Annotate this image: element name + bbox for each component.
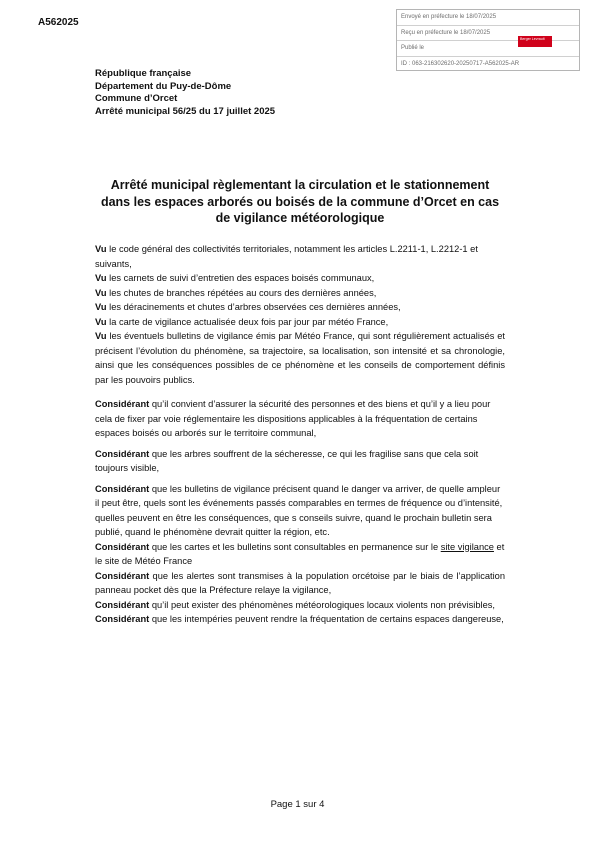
site-vigilance-link[interactable]: site vigilance [440, 541, 494, 552]
stamp-sent-line: Envoyé en préfecture le 18/07/2025 [397, 10, 579, 26]
considerant-text: que les intempéries peuvent rendre la fréquentation de certains espaces dangereuse, [149, 614, 504, 624]
considerant-item [95, 397, 505, 441]
header-department: Département du Puy-de-Dôme [95, 80, 232, 92]
vu-keyword: Vu [95, 331, 107, 341]
considerant-item [95, 569, 505, 598]
considerant-item [95, 447, 505, 476]
header-decree-number: Arrêté municipal 56/25 du 17 juillet 2025 [95, 105, 276, 117]
vu-item [95, 329, 505, 387]
vu-keyword: Vu [95, 273, 107, 283]
document-title: Arrêté municipal règlementant la circulation et le stationnement dans les espaces arborés ou boisés de la commune d’Orcet en cas de vigilance météorologique [100, 178, 500, 225]
vu-item [95, 315, 505, 330]
vu-item [95, 300, 505, 315]
vu-keyword: Vu [95, 302, 107, 312]
header-commune: Commune d’Orcet [95, 93, 178, 104]
considerant-keyword: Considérant [95, 399, 150, 409]
considerant-keyword: Considérant [95, 599, 150, 610]
considerant-item [95, 482, 505, 540]
considerant-text: et le site de Météo France [95, 541, 505, 566]
considerant-text: que les bulletins de vigilance précisent quand le danger va arriver, de quelle ampleur il peut être, quels sont les événements passés comparables en termes de fréquence ou d’intensité, quelles peuvent en être les conséquences, que s conseils suivre, quand le prochain bulletin sera publié, quand le phénomène devrait quitter la région, etc. [95, 483, 503, 537]
considerant-text: que les arbres souffrent de la sécheresse, ce qui les fragilise sans que cela soit toujours visible, [95, 448, 479, 473]
considerant-keyword: Considérant [95, 483, 150, 494]
vu-section [95, 242, 505, 387]
vu-text: les chutes de branches répétées au cours des dernières années, [106, 287, 377, 298]
stamp-received-line: Reçu en préfecture le 18/07/2025 [397, 26, 579, 42]
document-reference: A562025 [38, 17, 79, 28]
vu-text: le code général des collectivités territoriales, notamment les articles L.2211-1, L.2212-1 et suivants, [95, 244, 478, 269]
vu-keyword: Vu [95, 316, 107, 327]
document-header [95, 68, 275, 118]
stamp-logo: Berger Levrault [518, 36, 552, 47]
vu-keyword: Vu [95, 287, 107, 298]
vu-keyword: Vu [95, 244, 107, 254]
vu-text: les carnets de suivi d’entretien des espaces boisés communaux, [106, 273, 375, 283]
vu-text: les déracinements et chutes d’arbres observées ces dernières années, [106, 302, 401, 312]
considerant-keyword: Considérant [95, 614, 150, 624]
considerant-text: que les alertes sont transmises à la population orcétoise par le biais de l’application panneau pocket dès que la Préfecture relaye la vigilance, [95, 570, 505, 595]
vu-text: la carte de vigilance actualisée deux fois par jour par météo France, [106, 316, 389, 327]
considerant-item [95, 612, 505, 627]
vu-item [95, 271, 505, 286]
considerant-text: qu’il convient d’assurer la sécurité des personnes et des biens et qu’il y a lieu pour cela de fixer par voie réglementaire les dispositions applicables à la fréquentation de certains espaces boisés ou arborés sur le territoire communal, [95, 399, 491, 438]
considerant-text: qu’il peut exister des phénomènes météorologiques locaux violents non prévisibles, [149, 599, 495, 610]
page-number: Page 1 sur 4 [270, 799, 325, 810]
vu-item [95, 286, 505, 301]
stamp-id-line: ID : 063-216302620-20250717-A562025-AR [401, 60, 520, 67]
considerant-item [95, 540, 505, 569]
document-body [95, 242, 505, 627]
header-republic: République française [95, 68, 192, 79]
considerant-keyword: Considérant [95, 570, 150, 581]
considerant-item [95, 598, 505, 613]
vu-item [95, 242, 505, 271]
considerant-keyword: Considérant [95, 448, 150, 459]
considerant-keyword: Considérant [95, 541, 150, 552]
considerant-text: que les cartes et les bulletins sont consultables en permanence sur le [149, 541, 441, 552]
vu-text: les éventuels bulletins de vigilance émis par Météo France, qui sont régulièrement actualisés et précisent l’évolution du phénomène, sa trajectoire, sa localisation, son intensité et sa chronologie, ainsi que les conséquences possibles de ce phénomène et les conseils de comportement définis par les pouvoirs publics. [95, 331, 505, 385]
stamp-published-line: Publié le [397, 41, 579, 57]
prefecture-stamp [396, 9, 580, 71]
